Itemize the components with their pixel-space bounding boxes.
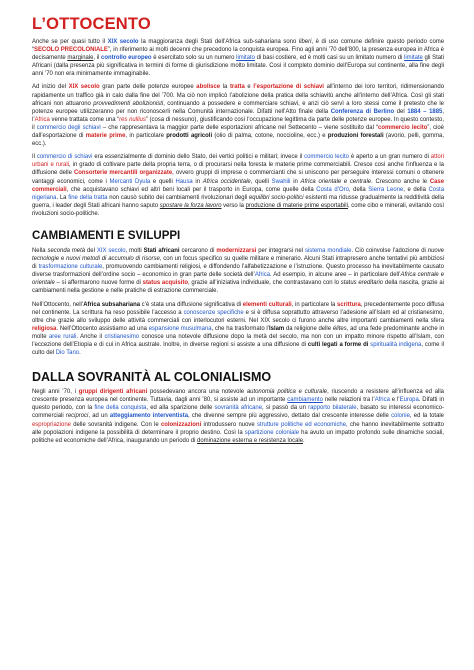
paragraph-colonialism: Negli anni ’70, i gruppi dirigenti africani possedevano ancora una notevole autonomia politica e culturale, riuscendo a resistere all’influenza ed alla crescente presenza europea nel continente. Tuttavia, dagli anni ’80, si assiste ad un importante cambiamento nelle relazioni tra l’Africa e l’Europa. Difatti in questo periodo, con la fine della conquista, ed alla sparizione delle sovranità africane, si passò da un rapporto bilaterale, basato su interessi economico-commerciali reciproci, ad un atteggiamento interventista, che divenne sempre più aggressivo, dettato dal crescente interesse delle colonie, ed la totale espropriazione delle sovranità indigene. Con le colonizzazioni introdussero nuove strutture politiche ed economiche, che hanno inevitabilmente sottratto alle popolazioni indigene la possibilità di determinare il proprio destino. Così la spartizione coloniale ha avuto un impatto profondo sulle dinamiche sociali, politiche ed economiche dell’Africa, inaugurando un periodo di dominazione esterna e resistenza locale. [32,389,445,444]
page-title: L’OTTOCENTO [32,15,151,33]
paragraph-intro: Anche se per quasi tutto il XIX secolo la maggioranza degli Stati dell’Africa sub-sahariana sono liberi, è di uso comune definire questo periodo come “SECOLO PRECOLONIALE”, in riferimento ai molti decenni che precedono la conquista europea. Fino agli anni ’70 dell’800, la presenza europea in Africa è decisamente marginale, il controllo europeo è esercitato solo su un numero limitato di basi costiere, ed è molti casi su un limitato numero di limitate gli Stati Africani (dalla presenza più significativa in termini di forme di giurisdizione molto limitate. Così il completo dominio dell’Europa sul continente, alla fine degli anni ’70 non era minimamente immaginabile. [32,39,445,78]
paragraph-modernization: Nella seconda metà del XIX secolo, molti Stati africani cercarono di modernizzarsi per integrarsi nel sistema mondiale. Ciò coinvolse l’adozione di nuove tecnologie e nuovi metodi di accumulo di risorse, con un focus specifico su quelle militare e minerario. Alcuni Stati intrapresero anche tentativi più ambiziosi di trasformazione culturale, promuovendo cambiamenti religiosi, e diffondendo l’alfabetizzazione e l’istruzione. Questo processo ha inevitabilmente causato diverse trasformazioni dell’ordine socio – economico in gran parte delle società dell’Africa. Ad esempio, in alcune aree – in particolare dell’Africa centrale e orientale – si affermarono nuove forme di status acquisito, grazie all’iniziativa individuale, che contrastavano con lo status ereditario della nascita, grazie ai cambiamenti nella gestione e nelle pratiche di estrazione commerciale. [32,247,444,295]
section-heading-sovranita: DALLA SOVRANITÀ AL COLONIALISMO [32,370,272,385]
paragraph-abolition: Ad inizio del XIX secolo gran parte delle potenze europee abolisce la tratta e l’esportazione di schiavi all’interno dei loro territori, ridimensionando rapidamente un traffico già in calo dalla fine del ’700. Ma ciò non implicò l’abolizione della pratica della schiavitù anche all’interno dell’Africa. Così gli stati africani non attuarono provvedimenti abolizionisti, continuando a possedere e commerciare schiavi, e anzi ciò servì a loro stessi come il pretesto che le potenze europee utilizzeranno per non riconoscerli nella Comunità internazionale. Difatti nell’Atto finale della Conferenza di Berlino del 1884 – 1885, l’Africa venne trattata come una “res nullius” (cosa di nessuno), giustificando così l’occupazione legittima da parte delle potenze europee. In questo contesto, il commercio degli schiavi – che rappresentava la maggior parte delle esportazioni africane nel Settecento – viene sostituito dal “commercio lecito”, cioè dall’esportazione di materie prime, in particolare prodotti agricoli (olio di palma, cotone, noccioline, ecc.) e produzioni forestali (avorio, pelli, gomma, ecc.). [32,84,445,148]
section-heading-sviluppi: CAMBIAMENTI E SVILUPPI [32,229,181,242]
paragraph-commerce: Il commercio di schiavi era essenzialmente di dominio dello Stato, dei vertici politici e militari; invece il commercio lecito è aperto a un gran numero di attori urbani e rurali, in grado di coltivare parte della propria terra, o di procurarsi nella foresta le materie prime commerciabili. Cresce così anche l’influenza e la diffusione delle Consorterie mercantili organizzate, ovvero gruppi di imprese o commercianti che si uniscono per perseguire interessi comuni o ottenere vantaggi economici, come i Mercanti Dyula e quelli Hausa in Africa occidentale, quelli Swahili in Africa orientale e centrale. Crescono anche le Case commerciali, che acquistavano schiavi ed altri beni locali per il trasporto in Europa, come quelle della Costa d’Oro, della Sierra Leone, e della Costa nigeriana. La fine della tratta non causò subito dei cambiamenti rivoluzionari degli equilibri socio-politici esistenti ma ridusse gradualmente la redditività della guerra, i leader degli Stati africani hanno saputo spostare la forza lavoro verso la produzione di materie prime esportabili, come cibo e minerali, evitando così rivoluzioni socio-politiche. [32,154,445,217]
paragraph-culture: Nell’Ottocento, nell’Africa subsahariana c’è stata una diffusione significativa di elementi culturali, in particolare la scrittura, precedentemente poco diffusa nel continente. La scrittura ha reso possibile l’accesso a conoscenze specifiche e si è diffusa soprattutto attraverso l’adesione all’Islam ed al cristianesimo, oltre che grazie allo sviluppo delle attività commerciali con interlocutori esterni. Nel XIX secolo ci furono anche altre importanti cambiamenti nella sfera religiosa. Nell’Ottocento assistiamo ad una espansione musulmana, che ha trasformato l’Islam da religione delle élites, ad una fede predominante anche in molte aree rurali. Anche il cristianesimo conosce una notevole diffusione dopo la metà del secolo, ma non con un impatto minore rispetto all’Islam, con l’eccezione dell’Etiopia e di cui in Africa australe. Inoltre, in diverse regioni si assiste a una diffusione di culti legati a forme di spiritualità indigena, come il culto del Dio Tano. [32,301,445,357]
